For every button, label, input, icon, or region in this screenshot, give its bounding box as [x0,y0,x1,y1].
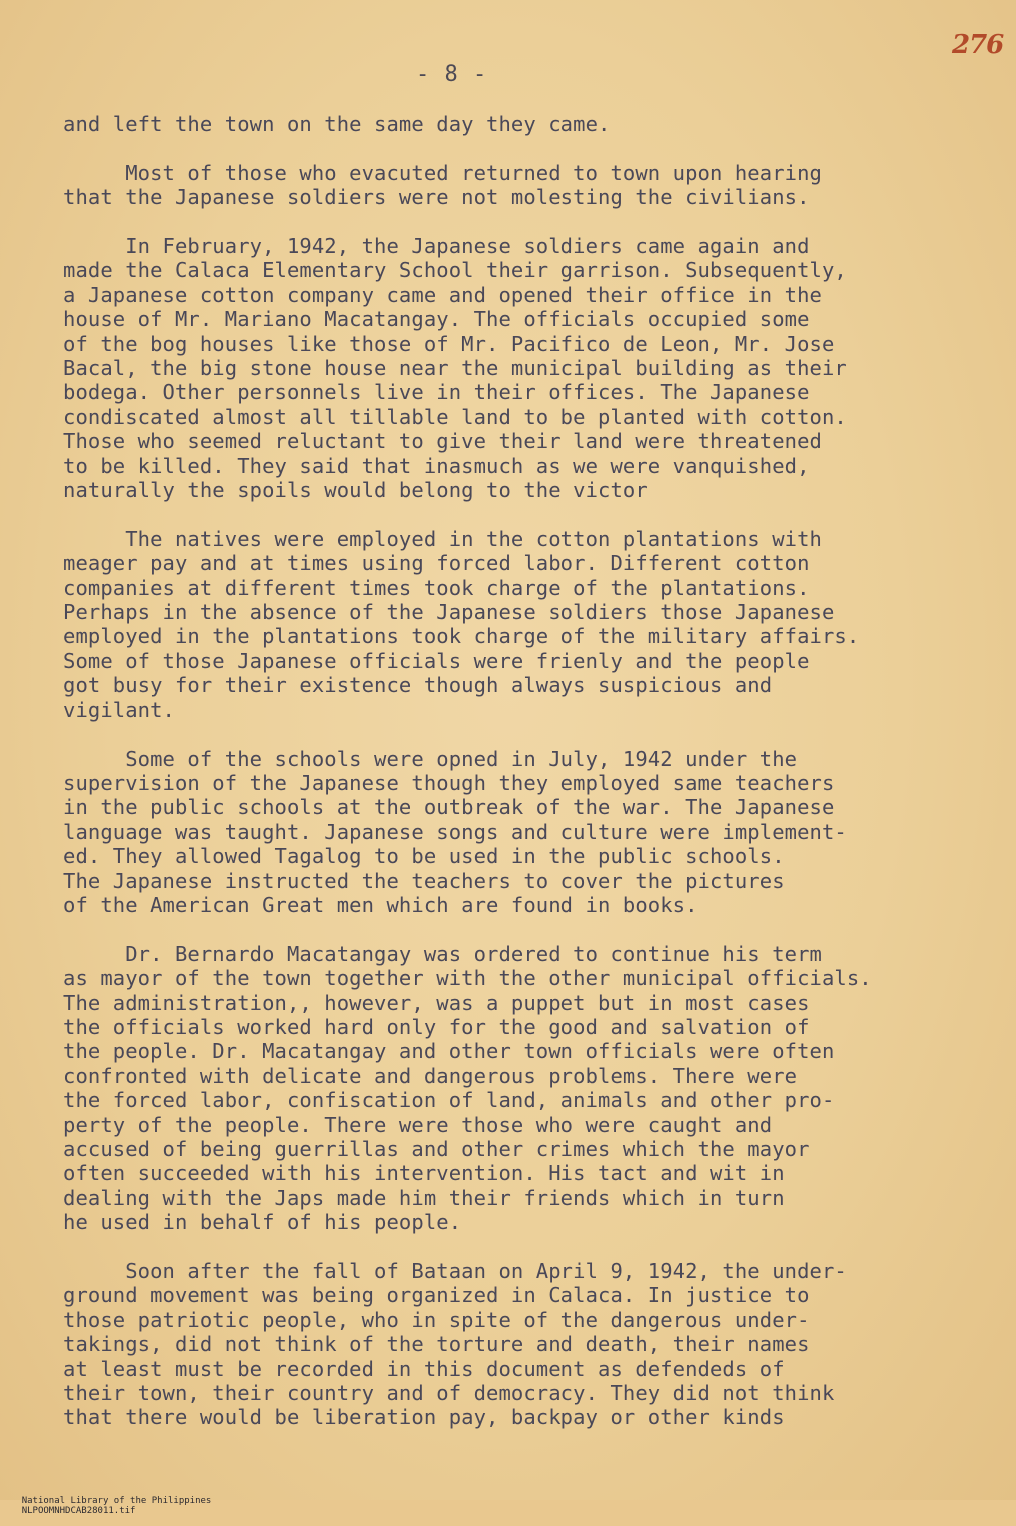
text-line: Some of the schools were opned in July, 1942 under the [63,746,798,771]
text-line: meager pay and at times using forced labor. Different cotton [63,551,810,576]
footer-institution: National Library of the Philippines [21,1496,212,1506]
text-line: the people. Dr. Macatangay and other town officials were often [63,1039,835,1064]
text-line: Soon after the fall of Bataan on April 9, 1942, the under- [63,1259,847,1283]
text-line: the officials worked hard only for the good and salvation of [63,1014,810,1039]
text-line: language was taught. Japanese songs and culture were implement- [63,819,847,844]
text-line: and left the town on the same day they came. [63,112,611,136]
text-line: employed in the plantations took charge of the military affairs. [63,624,860,649]
footer-filename: NLPOOMNHDCAB28011.tif [21,1506,136,1516]
text-line: got busy for their existence though always suspicious and [63,673,773,698]
page-number: - 8 - [416,62,488,87]
text-line: Bacal, the big stone house near the municipal building as their [63,356,847,381]
text-line: the forced labor, confiscation of land, animals and other pro- [63,1088,835,1113]
text-line: naturally the spoils would belong to the victor [63,478,648,503]
text-line: often succeeded with his intervention. His tact and wit in [63,1161,785,1186]
text-line: companies at different times took charge of the plantations. [63,575,810,600]
text-line: The Japanese instructed the teachers to cover the pictures [63,868,785,893]
text-line: Most of those who evacuted returned to town upon hearing [63,160,822,185]
text-line: accused of being guerrillas and other crimes which the mayor [63,1136,810,1161]
text-line: of the American Great men which are found in books. [63,892,698,917]
text-line: In February, 1942, the Japanese soldiers came again and [63,234,810,258]
text-line: at least must be recorded in this document as defendeds of [63,1356,785,1381]
text-line: Dr. Bernardo Macatangay was ordered to continue his term [63,941,822,966]
text-line: as mayor of the town together with the other municipal officials. [63,966,872,991]
scan-footer [0,1486,225,1526]
text-line: perty of the people. There were those who were caught and [63,1112,773,1137]
text-line: to be killed. They said that inasmuch as we were vanquished, [63,453,810,478]
paragraph [63,942,1003,1235]
text-line: ground movement was being organized in Calaca. In justice to [63,1283,810,1308]
text-line: confronted with delicate and dangerous problems. There were [63,1063,798,1088]
paragraph [63,161,1003,210]
text-line: Those who seemed reluctant to give their land were threatened [63,429,822,454]
typed-body-text [63,112,1003,1454]
paragraph [63,527,1003,722]
text-line: house of Mr. Mariano Macatangay. The officials occupied some [63,307,810,332]
text-line: in the public schools at the outbreak of the war. The Japanese [63,795,835,820]
text-line: Perhaps in the absence of the Japanese soldiers those Japanese [63,600,835,625]
text-line: dealing with the Japs made him their friends which in turn [63,1185,785,1210]
text-line: made the Calaca Elementary School their garrison. Subsequently, [63,258,847,283]
paragraph [63,747,1003,918]
text-line: of the bog houses like those of Mr. Pacifico de Leon, Mr. Jose [63,331,835,356]
text-line: The administration,, however, was a puppet but in most cases [63,990,810,1015]
text-line: vigilant. [63,697,175,722]
text-line: takings, did not think of the torture and death, their names [63,1332,810,1357]
text-line: ed. They allowed Tagalog to be used in the public schools. [63,844,785,869]
text-line: a Japanese cotton company came and opened their office in the [63,282,822,307]
text-line: that there would be liberation pay, backpay or other kinds [63,1405,785,1430]
text-line: supervision of the Japanese though they employed same teachers [63,770,835,795]
text-line: Some of those Japanese officials were frienly and the people [63,648,810,673]
paragraph [63,112,1003,136]
text-line: condiscated almost all tillable land to be planted with cotton. [63,404,847,429]
handwritten-page-annotation: 276 [952,30,1004,60]
paragraph [63,234,1003,502]
text-line: The natives were employed in the cotton plantations with [63,526,822,551]
text-line: bodega. Other personnels live in their offices. The Japanese [63,380,810,405]
text-line: that the Japanese soldiers were not molesting the civilians. [63,185,810,210]
text-line: he used in behalf of his people. [63,1210,462,1235]
text-line: those patriotic people, who in spite of the dangerous under- [63,1307,810,1332]
text-line: their town, their country and of democracy. They did not think [63,1381,835,1406]
paragraph [63,1259,1003,1430]
